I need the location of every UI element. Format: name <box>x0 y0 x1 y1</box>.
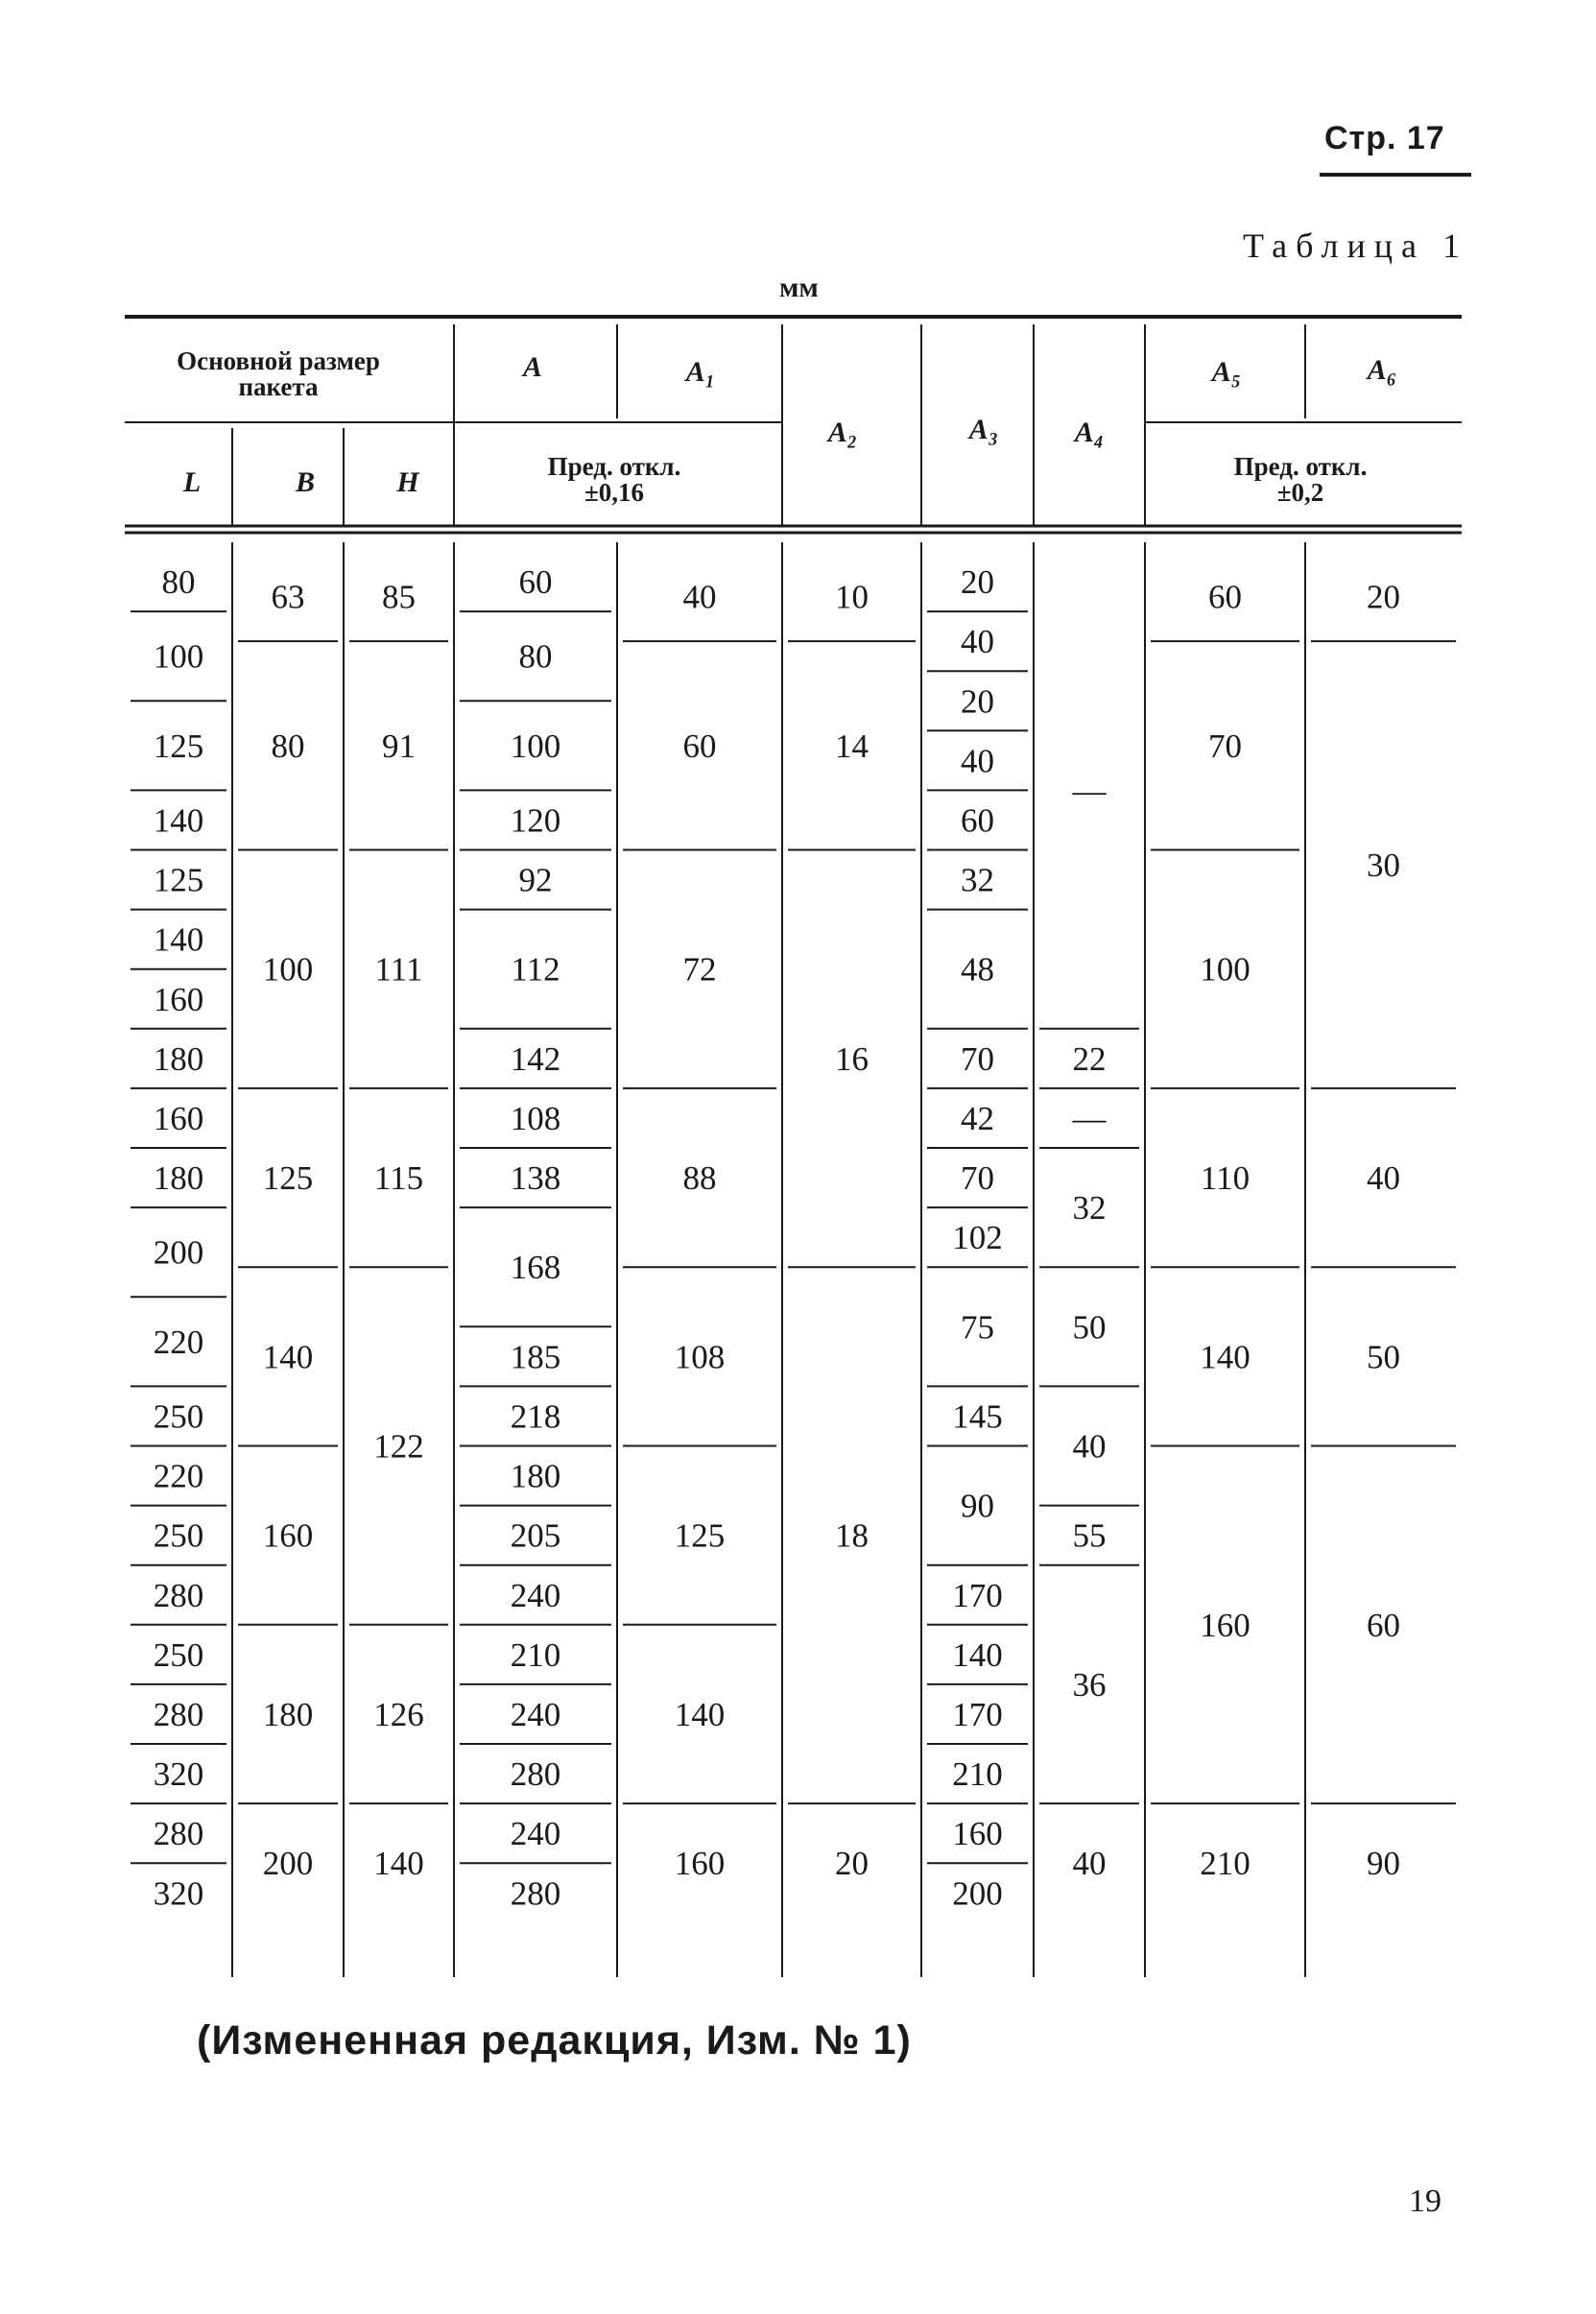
table-cell-a: 280 <box>510 1874 561 1913</box>
table-cell-a1: 88 <box>682 1159 717 1198</box>
table-cell-l: 140 <box>153 920 204 959</box>
header-A4: A₄ <box>1074 417 1105 448</box>
units-label: мм <box>779 272 819 303</box>
table-cell-h: 126 <box>373 1695 424 1733</box>
table-cell-a: 60 <box>518 563 553 602</box>
table-cell-a3: 20 <box>961 682 994 721</box>
table-cell-h: 115 <box>373 1159 424 1198</box>
table-cell-h: 122 <box>373 1427 424 1466</box>
table-cell-l: 280 <box>153 1576 204 1614</box>
header-tol2-line1: Пред. откл. <box>1233 452 1368 481</box>
header-tol1-line1: Пред. откл. <box>547 452 681 481</box>
table-cell-l: 220 <box>153 1323 204 1361</box>
table-cell-a5: 60 <box>1208 578 1242 616</box>
table-cell-a1: 140 <box>674 1695 726 1733</box>
table-cell-a3: 160 <box>952 1815 1003 1853</box>
header-tol2-line2: ±0,2 <box>1276 478 1324 507</box>
table-cell-l: 250 <box>153 1635 204 1674</box>
table-cell-a: 100 <box>510 727 561 765</box>
table-cell-a2: 10 <box>835 578 869 616</box>
table-cell-l: 125 <box>153 727 204 765</box>
table-cell-b: 180 <box>262 1695 314 1733</box>
table-cell-a3: 90 <box>961 1487 994 1525</box>
table-cell-h: 85 <box>382 578 416 616</box>
table-cell-a3: 42 <box>961 1099 994 1137</box>
table-cell-a1: 40 <box>682 578 717 616</box>
table-cell-a: 240 <box>510 1815 561 1853</box>
header-A2: A₂ <box>827 417 858 448</box>
table-cell-b: 63 <box>271 578 305 616</box>
table-cell-a4: 55 <box>1072 1516 1107 1555</box>
table-cell-a4: 36 <box>1072 1665 1107 1704</box>
table-cell-a1: 160 <box>674 1845 726 1883</box>
table-cell-a5: 70 <box>1208 727 1242 765</box>
table-cell-l: 320 <box>153 1755 204 1794</box>
table-cell-h: 91 <box>382 727 416 765</box>
table-cell-a5: 110 <box>1200 1159 1251 1198</box>
table-cell-a: 240 <box>510 1576 561 1614</box>
table-cell-b: 100 <box>262 950 314 989</box>
table-cell-a3: 48 <box>961 950 994 989</box>
table-cell-a5: 160 <box>1200 1606 1251 1644</box>
header-tol1-line2: ±0,16 <box>584 478 645 507</box>
table-cell-a5: 210 <box>1200 1845 1251 1883</box>
header-group-line2: пакета <box>238 372 319 401</box>
table-cell-a1: 60 <box>682 727 717 765</box>
table-cell-l: 250 <box>153 1516 204 1555</box>
header-A5: A₅ <box>1211 356 1242 388</box>
table-cell-l: 160 <box>153 980 204 1018</box>
table-cell-a4: 40 <box>1072 1845 1107 1883</box>
table-cell-a: 210 <box>510 1635 561 1674</box>
header-A6: A₆ <box>1367 354 1397 386</box>
table-cell-a: 142 <box>510 1039 561 1078</box>
page-header: Стр. 17 <box>1324 120 1445 156</box>
table-cell-a: 108 <box>510 1099 561 1137</box>
table-cell-a3: 60 <box>961 801 994 840</box>
table-cell-l: 250 <box>153 1397 204 1436</box>
table-cell-l: 280 <box>153 1695 204 1733</box>
table-cell-a6: 60 <box>1367 1606 1400 1644</box>
table-cell-a5: 100 <box>1200 950 1251 989</box>
header-A1: A₁ <box>685 356 716 388</box>
table-cell-a: 240 <box>510 1695 561 1733</box>
table-cell-l: 100 <box>153 637 204 676</box>
revision-note: (Измененная редакция, Изм. № 1) <box>197 2017 912 2064</box>
table-cell-a2: 14 <box>835 727 869 765</box>
table-cell-a: 80 <box>518 637 553 676</box>
table-cell-a3: 32 <box>961 861 994 899</box>
table-cell-a1: 125 <box>674 1516 726 1555</box>
table-cell-a2: 16 <box>835 1039 869 1078</box>
table-cell-l: 280 <box>153 1815 204 1853</box>
table-cell-a: 92 <box>518 861 553 899</box>
table-cell-a: 205 <box>510 1516 561 1555</box>
table-cell-l: 140 <box>153 801 204 840</box>
table-cell-a4: 32 <box>1072 1189 1107 1228</box>
table-cell-a6: 90 <box>1367 1845 1400 1883</box>
table-cell-a3: 200 <box>952 1874 1003 1913</box>
table-cell-b: 200 <box>262 1845 314 1883</box>
table-cell-a4: — <box>1072 772 1107 810</box>
table-cell-a4: 40 <box>1072 1427 1107 1466</box>
table-cell-a: 185 <box>510 1338 561 1376</box>
table-cell-a: 218 <box>510 1397 561 1436</box>
table-cell-a4: 22 <box>1072 1039 1107 1078</box>
table-cell-a5: 140 <box>1200 1338 1251 1376</box>
table-cell-a3: 70 <box>961 1159 994 1198</box>
table-cell-l: 180 <box>153 1039 204 1078</box>
table-cell-a6: 50 <box>1367 1338 1400 1376</box>
table-cell-l: 200 <box>153 1233 204 1272</box>
table-cell-a3: 70 <box>961 1039 994 1078</box>
table-cell-a3: 170 <box>952 1576 1003 1614</box>
table-cell-a: 120 <box>510 801 561 840</box>
header-B: B <box>295 466 316 498</box>
table-caption: Таблица 1 <box>1243 227 1468 265</box>
table-cell-b: 125 <box>262 1159 314 1198</box>
table-cell-l: 80 <box>161 563 196 602</box>
header-A3: A₃ <box>968 414 999 445</box>
table-cell-a: 112 <box>511 950 560 989</box>
table-cell-a3: 145 <box>952 1397 1003 1436</box>
header-group-line1: Основной размер <box>177 346 380 375</box>
table-cell-a: 180 <box>510 1457 561 1495</box>
page-number: 19 <box>1409 2183 1441 2219</box>
table-cell-l: 125 <box>153 861 204 899</box>
table-cell-a6: 20 <box>1367 578 1400 616</box>
table-cell-a3: 140 <box>952 1635 1003 1674</box>
table-cell-h: 140 <box>373 1845 424 1883</box>
table-cell-a3: 40 <box>961 742 994 780</box>
table-cell-h: 111 <box>374 950 423 989</box>
table-cell-a3: 75 <box>961 1308 994 1347</box>
table-cell-a6: 30 <box>1367 847 1400 885</box>
table-cell-a3: 170 <box>952 1695 1003 1733</box>
table-cell-a4: — <box>1072 1099 1107 1137</box>
table-cell-l: 320 <box>153 1874 204 1913</box>
table-cell-a3: 20 <box>961 563 994 602</box>
table-cell-l: 160 <box>153 1099 204 1137</box>
table-cell-a: 138 <box>510 1159 561 1198</box>
table-cell-a3: 102 <box>952 1219 1003 1257</box>
table-cell-b: 80 <box>271 727 305 765</box>
table-cell-a3: 40 <box>961 623 994 661</box>
table-cell-a2: 20 <box>835 1845 869 1883</box>
table-cell-a1: 108 <box>674 1338 726 1376</box>
table-cell-a6: 40 <box>1367 1159 1400 1198</box>
table-cell-a: 168 <box>510 1249 561 1287</box>
table-cell-a3: 210 <box>952 1755 1003 1794</box>
table-cell-a2: 18 <box>835 1516 869 1555</box>
table-cell-b: 160 <box>262 1516 314 1555</box>
table-cell-a4: 50 <box>1072 1308 1107 1347</box>
table-cell-a: 280 <box>510 1755 561 1794</box>
table-cell-b: 140 <box>262 1338 314 1376</box>
header-L: L <box>182 466 202 498</box>
table-cell-l: 180 <box>153 1159 204 1198</box>
header-H: H <box>396 466 419 498</box>
table-cell-l: 220 <box>153 1457 204 1495</box>
header-A: A <box>522 351 543 383</box>
table-cell-a1: 72 <box>682 950 717 989</box>
